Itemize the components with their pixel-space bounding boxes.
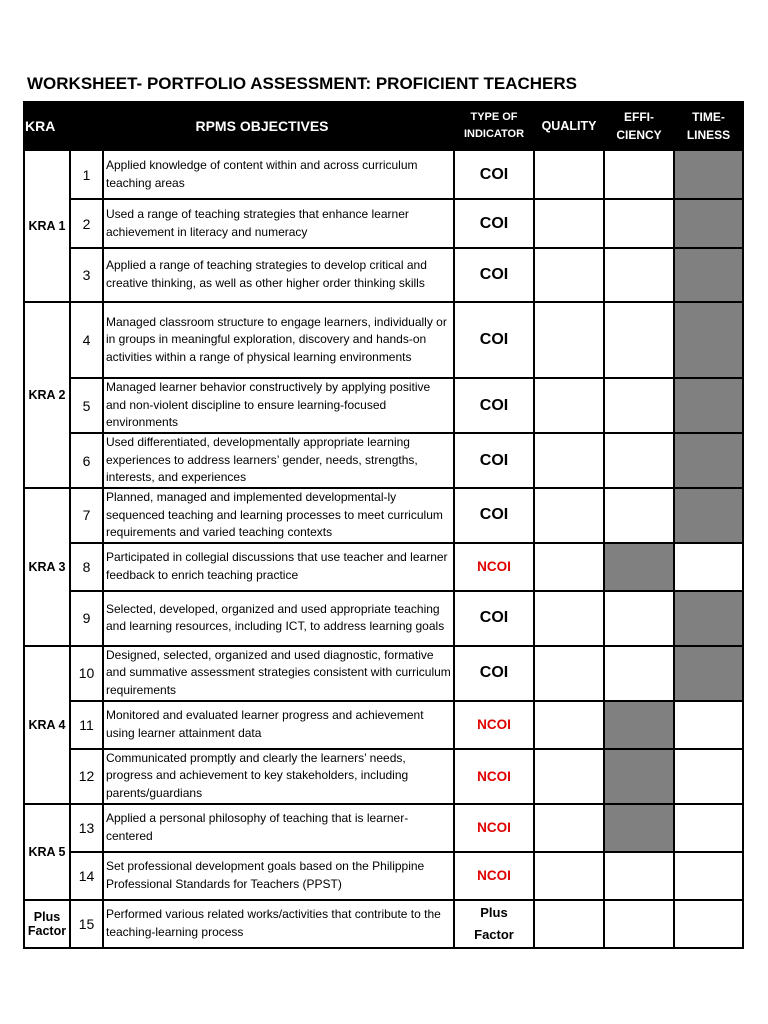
quality-cell[interactable]: [534, 150, 604, 199]
timeliness-cell[interactable]: [674, 701, 743, 749]
header-type-of-indicator: [454, 102, 534, 150]
table-row: [24, 248, 743, 302]
efficiency-cell[interactable]: [604, 433, 674, 488]
efficiency-cell-shaded: [604, 804, 674, 852]
objective-text: Planned, managed and implemented developmental-ly sequenced teaching and learning processes to meet curriculum requirements and varied teaching contexts: [103, 488, 454, 543]
indicator-type: COI: [454, 488, 534, 543]
timeliness-cell-shaded: [674, 199, 743, 248]
objective-text: Applied a range of teaching strategies to develop critical and creative thinking, as well as other higher order thinking skills: [103, 248, 454, 302]
header-efficiency-line1: EFFI-: [624, 110, 654, 124]
quality-cell[interactable]: [534, 543, 604, 591]
row-number: 12: [70, 749, 103, 804]
table-row: [24, 852, 743, 900]
quality-cell[interactable]: [534, 646, 604, 701]
row-number: 7: [70, 488, 103, 543]
objective-text: Used differentiated, developmentally appropriate learning experiences to address learners’ gender, needs, strengths, interests, and experiences: [103, 433, 454, 488]
table-row: [24, 701, 743, 749]
plus-factor-line1: Plus: [33, 909, 61, 924]
timeliness-cell[interactable]: [674, 804, 743, 852]
header-rpms-objectives: RPMS OBJECTIVES: [70, 102, 454, 150]
indicator-type: NCOI: [454, 852, 534, 900]
objective-text: Used a range of teaching strategies that enhance learner achievement in literacy and numeracy: [103, 199, 454, 248]
quality-cell[interactable]: [534, 852, 604, 900]
efficiency-cell-shaded: [604, 543, 674, 591]
efficiency-cell[interactable]: [604, 646, 674, 701]
row-number: 1: [70, 150, 103, 199]
indicator-type: COI: [454, 302, 534, 378]
quality-cell[interactable]: [534, 804, 604, 852]
header-timeliness-line1: TIME-: [692, 110, 725, 124]
indicator-type-line2: Factor: [474, 926, 514, 942]
kra-4-label: KRA 4: [24, 646, 70, 804]
timeliness-cell-shaded: [674, 302, 743, 378]
quality-cell[interactable]: [534, 302, 604, 378]
efficiency-cell-shaded: [604, 749, 674, 804]
header-type-line1: TYPE OF: [470, 111, 518, 123]
row-number: 2: [70, 199, 103, 248]
quality-cell[interactable]: [534, 488, 604, 543]
portfolio-assessment-table: [23, 101, 744, 949]
timeliness-cell-shaded: [674, 433, 743, 488]
header-efficiency: [604, 102, 674, 150]
indicator-type: COI: [454, 248, 534, 302]
quality-cell[interactable]: [534, 900, 604, 948]
table-row: [24, 488, 743, 543]
worksheet-title: WORKSHEET- PORTFOLIO ASSESSMENT: PROFICIENT TEACHERS: [27, 74, 578, 93]
objective-text: Designed, selected, organized and used diagnostic, formative and summative assessment strategies consistent with curriculum requirements: [103, 646, 454, 701]
indicator-type: COI: [454, 591, 534, 646]
timeliness-cell[interactable]: [674, 749, 743, 804]
objective-text: Set professional development goals based on the Philippine Professional Standards for Teachers (PPST): [103, 852, 454, 900]
quality-cell[interactable]: [534, 199, 604, 248]
indicator-type-line1: Plus: [480, 904, 508, 920]
header-row: [24, 102, 743, 150]
plus-factor-line2: Factor: [27, 923, 67, 938]
kra-2-label: KRA 2: [24, 302, 70, 488]
objective-text: Managed classroom structure to engage learners, individually or in groups in meaningful exploration, discovery and hands-on activities within a range of physical learning environments: [103, 302, 454, 378]
quality-cell[interactable]: [534, 378, 604, 433]
header-type-line2: INDICATOR: [463, 128, 525, 140]
timeliness-cell-shaded: [674, 150, 743, 199]
row-number: 15: [70, 900, 103, 948]
objective-text: Performed various related works/activities that contribute to the teaching-learning process: [103, 900, 454, 948]
indicator-type: NCOI: [454, 804, 534, 852]
table-row: [24, 749, 743, 804]
row-number: 4: [70, 302, 103, 378]
objective-text: Participated in collegial discussions that use teacher and learner feedback to enrich teaching practice: [103, 543, 454, 591]
objective-text: Monitored and evaluated learner progress and achievement using learner attainment data: [103, 701, 454, 749]
plus-factor-label: [24, 900, 70, 948]
header-timeliness-line2: LINESS: [686, 128, 731, 142]
efficiency-cell[interactable]: [604, 488, 674, 543]
indicator-type: COI: [454, 378, 534, 433]
quality-cell[interactable]: [534, 591, 604, 646]
timeliness-cell-shaded: [674, 646, 743, 701]
row-number: 11: [70, 701, 103, 749]
efficiency-cell[interactable]: [604, 900, 674, 948]
timeliness-cell-shaded: [674, 591, 743, 646]
header-timeliness: [674, 102, 743, 150]
table-row: [24, 543, 743, 591]
objective-text: Selected, developed, organized and used appropriate teaching and learning resources, including ICT, to address learning goals: [103, 591, 454, 646]
objective-text: Applied knowledge of content within and across curriculum teaching areas: [103, 150, 454, 199]
timeliness-cell[interactable]: [674, 852, 743, 900]
row-number: 3: [70, 248, 103, 302]
table-row: [24, 150, 743, 199]
kra-1-label: KRA 1: [24, 150, 70, 302]
efficiency-cell-shaded: [604, 701, 674, 749]
indicator-type: [454, 900, 534, 948]
quality-cell[interactable]: [534, 749, 604, 804]
table-row: [24, 900, 743, 948]
efficiency-cell[interactable]: [604, 150, 674, 199]
objective-text: Communicated promptly and clearly the learners’ needs, progress and achievement to key stakeholders, including parents/guardians: [103, 749, 454, 804]
row-number: 9: [70, 591, 103, 646]
indicator-type: NCOI: [454, 701, 534, 749]
objective-text: Managed learner behavior constructively by applying positive and non-violent discipline to ensure learning-focused environments: [103, 378, 454, 433]
table-row: [24, 199, 743, 248]
efficiency-cell[interactable]: [604, 248, 674, 302]
header-quality: QUALITY: [534, 102, 604, 150]
timeliness-cell[interactable]: [674, 900, 743, 948]
indicator-type: NCOI: [454, 749, 534, 804]
indicator-type: COI: [454, 150, 534, 199]
row-number: 14: [70, 852, 103, 900]
row-number: 6: [70, 433, 103, 488]
quality-cell[interactable]: [534, 701, 604, 749]
indicator-type: COI: [454, 433, 534, 488]
header-efficiency-line2: CIENCY: [616, 128, 662, 142]
row-number: 13: [70, 804, 103, 852]
header-kra: KRA: [24, 102, 70, 150]
timeliness-cell-shaded: [674, 248, 743, 302]
table-row: [24, 646, 743, 701]
efficiency-cell[interactable]: [604, 378, 674, 433]
efficiency-cell[interactable]: [604, 852, 674, 900]
quality-cell[interactable]: [534, 433, 604, 488]
row-number: 5: [70, 378, 103, 433]
table-row: [24, 378, 743, 433]
quality-cell[interactable]: [534, 248, 604, 302]
table-row: [24, 433, 743, 488]
indicator-type: COI: [454, 646, 534, 701]
efficiency-cell[interactable]: [604, 199, 674, 248]
indicator-type: COI: [454, 199, 534, 248]
indicator-type: NCOI: [454, 543, 534, 591]
timeliness-cell-shaded: [674, 378, 743, 433]
kra-3-label: KRA 3: [24, 488, 70, 646]
timeliness-cell-shaded: [674, 488, 743, 543]
row-number: 8: [70, 543, 103, 591]
efficiency-cell[interactable]: [604, 302, 674, 378]
table-row: [24, 804, 743, 852]
table-row: [24, 591, 743, 646]
row-number: 10: [70, 646, 103, 701]
table-row: [24, 302, 743, 378]
kra-5-label: KRA 5: [24, 804, 70, 900]
timeliness-cell[interactable]: [674, 543, 743, 591]
objective-text: Applied a personal philosophy of teaching that is learner-centered: [103, 804, 454, 852]
efficiency-cell[interactable]: [604, 591, 674, 646]
